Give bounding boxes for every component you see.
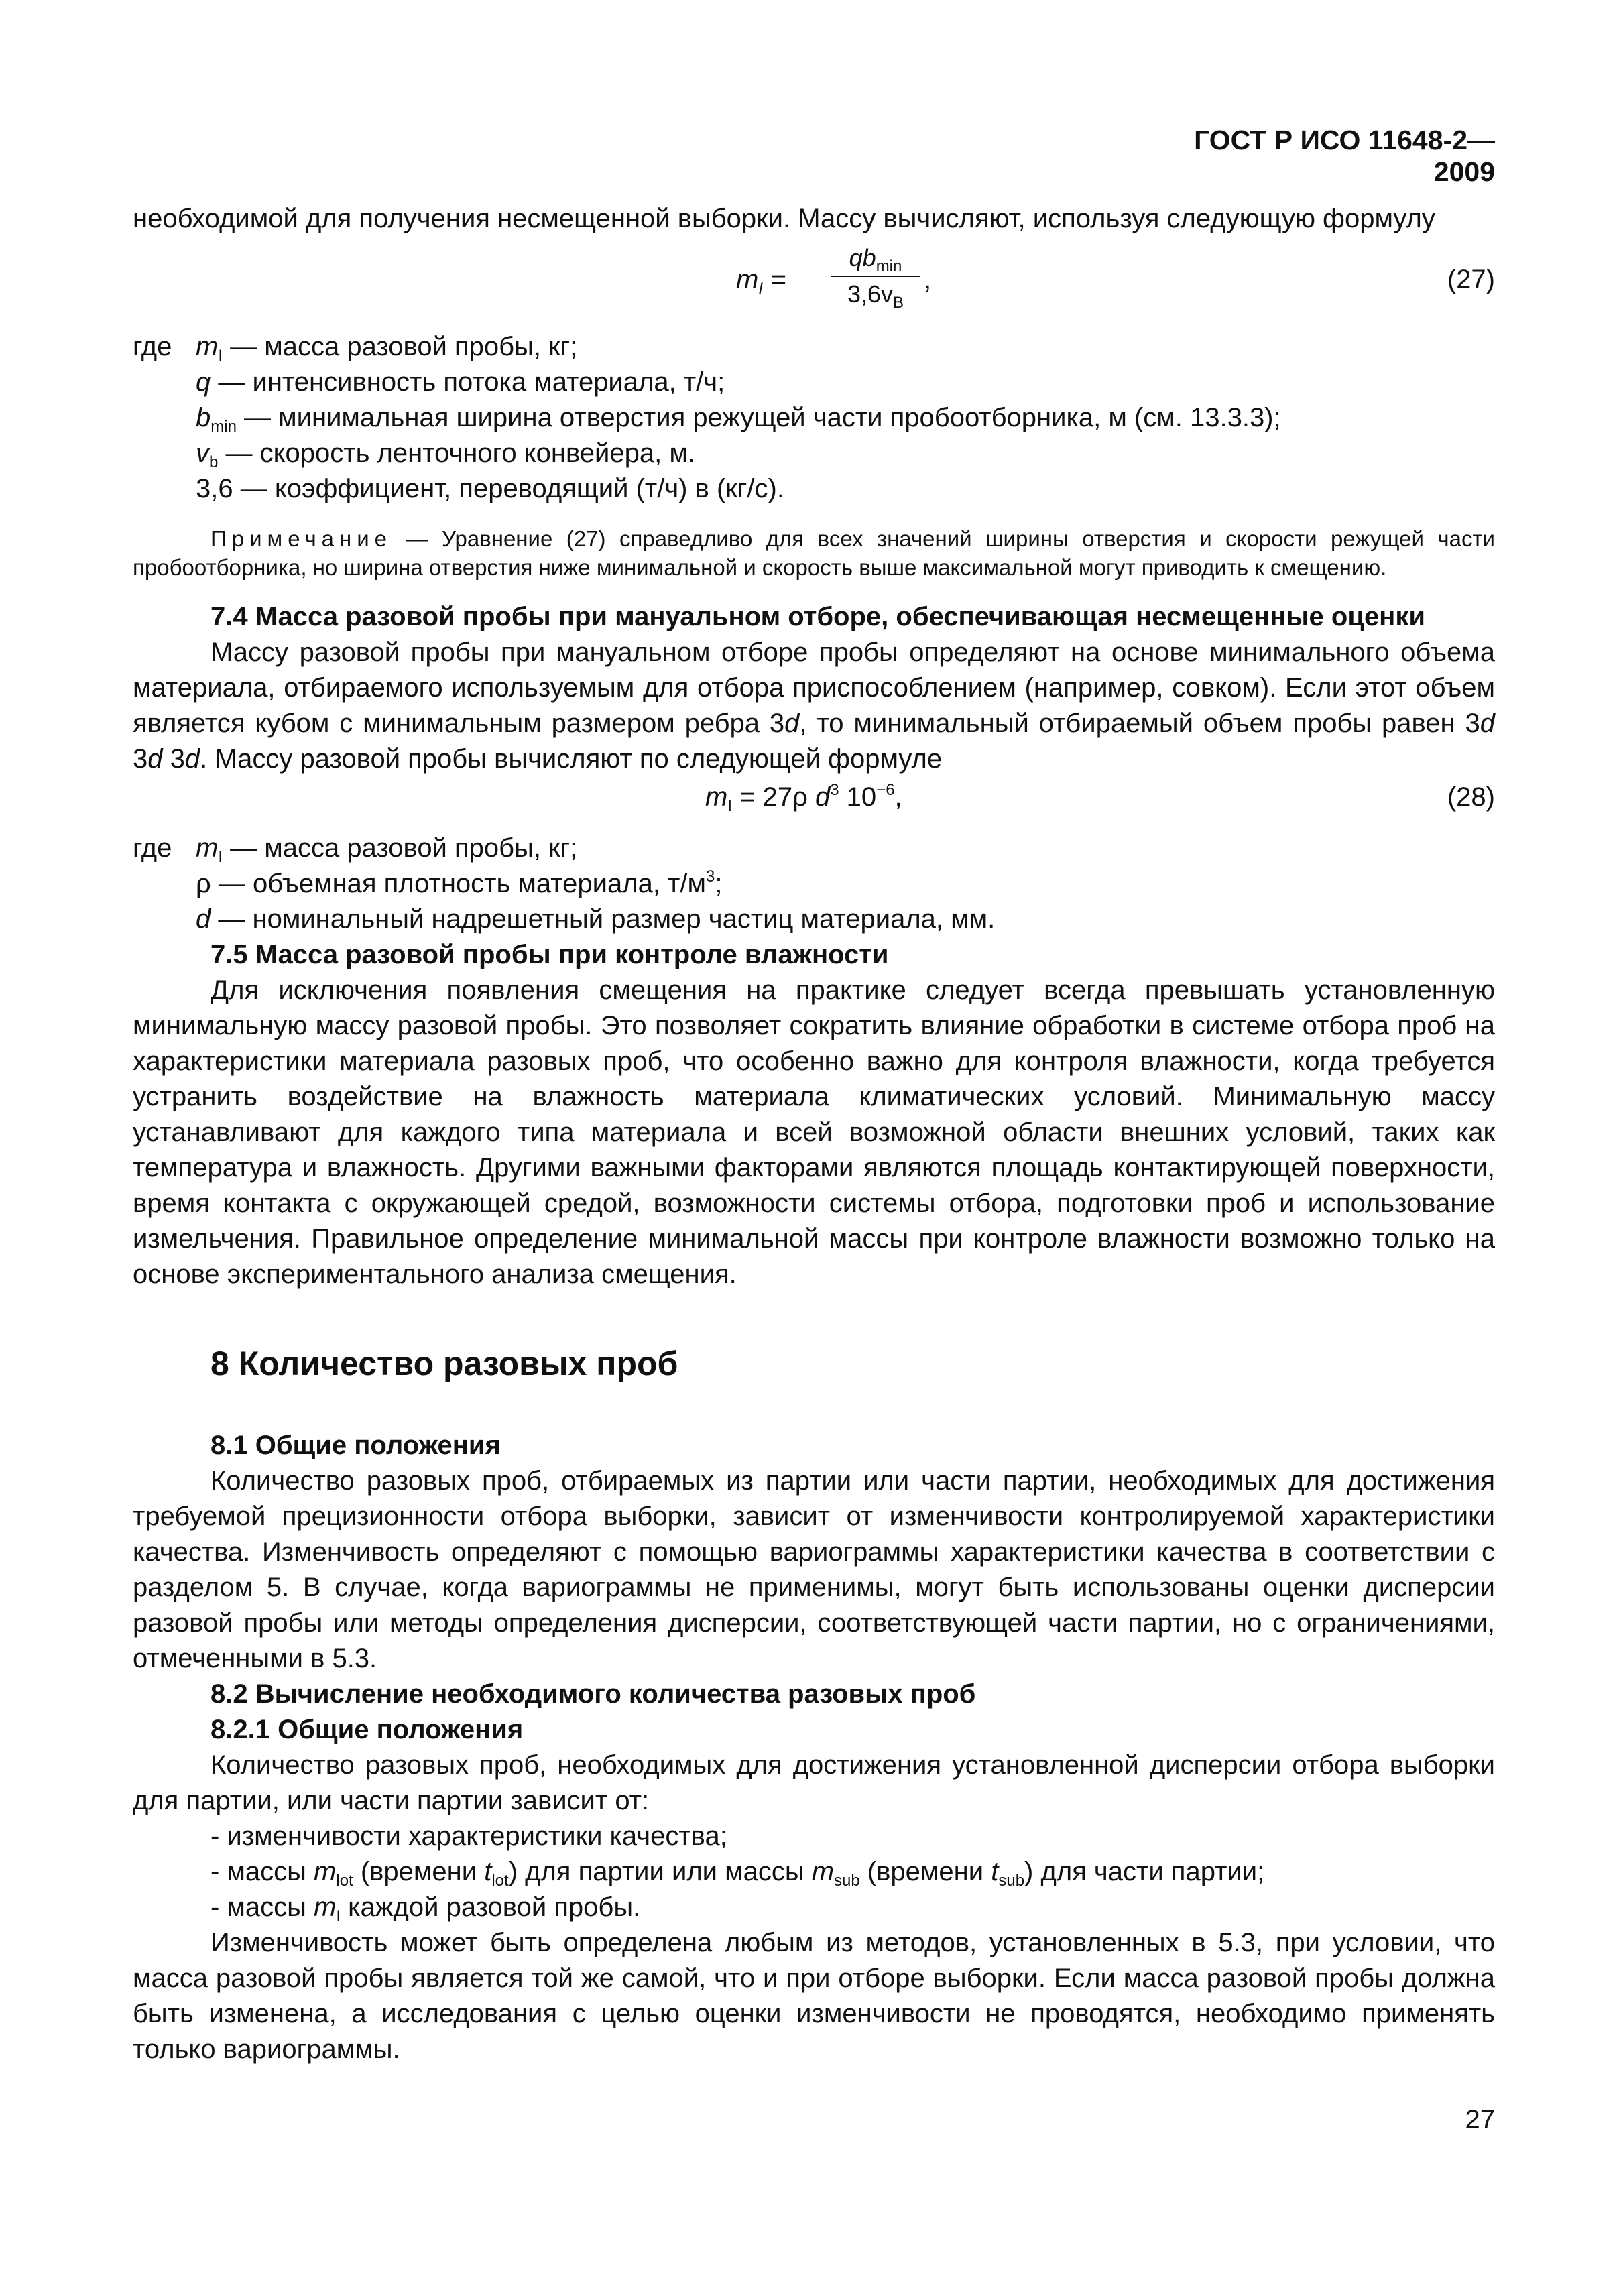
where-list-28 <box>133 831 1495 937</box>
list-item: - массы $m_{lot}$ (времени $t_{lot}$) для партии или массы $m_{sub}$ (времени $t_{sub}$) для части партии; <box>211 1857 1265 1890</box>
document-header: ГОСТ Р ИСО 11648-2—2009 <box>1194 125 1495 187</box>
paragraph-8-2-1: Количество разовых проб, необходимых для достижения установленной дисперсии отбора выборки для партии, или части партии зависит от: <box>133 1750 1495 1815</box>
heading-8-1: 8.1 Общие положения <box>211 1431 501 1460</box>
where-item: $v_b$ — скорость ленточного конвейера, м. <box>196 438 695 471</box>
formula-28-number: (28) <box>1447 782 1495 812</box>
where-item: ρ — объемная плотность материала, $т/м^3$; <box>196 867 723 898</box>
list-item: - массы $m_I$ каждой разовой пробы. <box>211 1892 641 1925</box>
formula-27-fraction <box>831 243 920 312</box>
where-item: где $m_I$ — масса разовой пробы, кг; <box>133 332 578 365</box>
paragraph-8-1: Количество разовых проб, отбираемых из партии или части партии, необходимых для достижения требуемой прецизионности отбора выборки, зависит от изменчивости контролируемой характеристики качества. Изменчивость определяют с помощью вариограммы характеристики качества в соответствии с разделом 5. В случае, когда вариограммы не применимы, могут быть использованы оценки дисперсии разовой пробы или методы определения дисперсии, соответствующей части партии, но с ограничениями, отмеченными в 5.3. <box>133 1466 1495 1673</box>
page-number: 27 <box>1465 2105 1495 2134</box>
where-item: где $m_I$ — масса разовой пробы, кг; <box>133 833 578 866</box>
note-paragraph: Примечание — Уравнение (27) справедливо для всех значений ширины отверстия и скорости режущей части пробоотборника, но ширина отверстия ниже минимальной и скорость выше максимальной могут приводить к смещению. <box>133 526 1495 580</box>
section-8-heading: 8 Количество разовых проб <box>211 1345 678 1382</box>
formula-27-numerator: $qb_{min}$ <box>849 244 902 276</box>
formula-27 <box>133 243 1495 314</box>
heading-8-2: 8.2 Вычисление необходимого количества разовых проб <box>211 1679 976 1709</box>
paragraph-7-5: Для исключения появления смещения на практике следует всегда превышать установленную минимальную массу разовой пробы. Это позволяет сократить влияние обработки в системе отбора проб на характеристики материала разовых проб, что особенно важно для контроля влажности, когда требуется устранить воздействие на влажность материала климатических условий. Минимальную массу устанавливают для каждого типа материала и всей возможной области внешних условий, таких как температура и влажность. Другими важными факторами являются площадь контактирующей поверхности, время контакта с окружающей средой, возможности системы отбора, подготовки проб и использование измельчения. Правильное определение минимальной массы при контроле влажности возможно только на основе экспериментального анализа смещения. <box>133 975 1495 1289</box>
heading-7-5: 7.5 Масса разовой пробы при контроле влажности <box>211 940 889 969</box>
fraction-bar <box>831 276 920 277</box>
where-item: q — интенсивность потока материала, т/ч; <box>196 367 725 397</box>
list-item: - изменчивости характеристики качества; <box>211 1821 727 1851</box>
formula-28 <box>133 780 1495 823</box>
note-label: Примечание <box>211 526 393 551</box>
where-item: 3,6 — коэффициент, переводящий (т/ч) в (кг/с). <box>196 474 784 503</box>
formula-27-number: (27) <box>1447 265 1495 294</box>
formula-27-lhs: $m_I$ = <box>736 265 786 298</box>
heading-8-2-1: 8.2.1 Общие положения <box>211 1715 524 1744</box>
heading-7-4: 7.4 Масса разовой пробы при мануальном отборе, обеспечивающая несмещенные оценки <box>211 602 1425 631</box>
formula-28-expression: $m_I = 27\rho$ $d^3$ $10^{-6}$, <box>705 781 902 815</box>
paragraph-7-4: Массу разовой пробы при мануальном отборе пробы определяют на основе минимального объема материала, отбираемого используемым для отбора приспособлением (например, совком). Если этот объем является кубом с минимальным размером ребра 3d, то минимальный отбираемый объем пробы равен 3d 3d 3d. Массу разовой пробы вычисляют по следующей формуле <box>133 638 1495 774</box>
formula-27-comma: , <box>924 265 932 294</box>
formula-27-denominator: $3,6v_B$ <box>847 280 904 312</box>
intro-paragraph: необходимой для получения несмещенной выборки. Массу вычисляют, используя следующую формулу <box>133 204 1435 233</box>
where-item: $b_{min}$ — минимальная ширина отверстия режущей части пробоотборника, м (см. 13.3.3); <box>196 403 1281 436</box>
where-list-27 <box>133 329 1495 507</box>
paragraph-8-2-1-continued: Изменчивость может быть определена любым из методов, установленных в 5.3, при условии, что масса разовой пробы является той же самой, что и при отборе выборки. Если масса разовой пробы должна быть изменена, а исследования с целью оценки изменчивости не проводятся, необходимо применять только вариограммы. <box>133 1928 1495 2064</box>
document-body <box>133 201 1495 2067</box>
where-item: d — номинальный надрешетный размер частиц материала, мм. <box>196 904 996 934</box>
